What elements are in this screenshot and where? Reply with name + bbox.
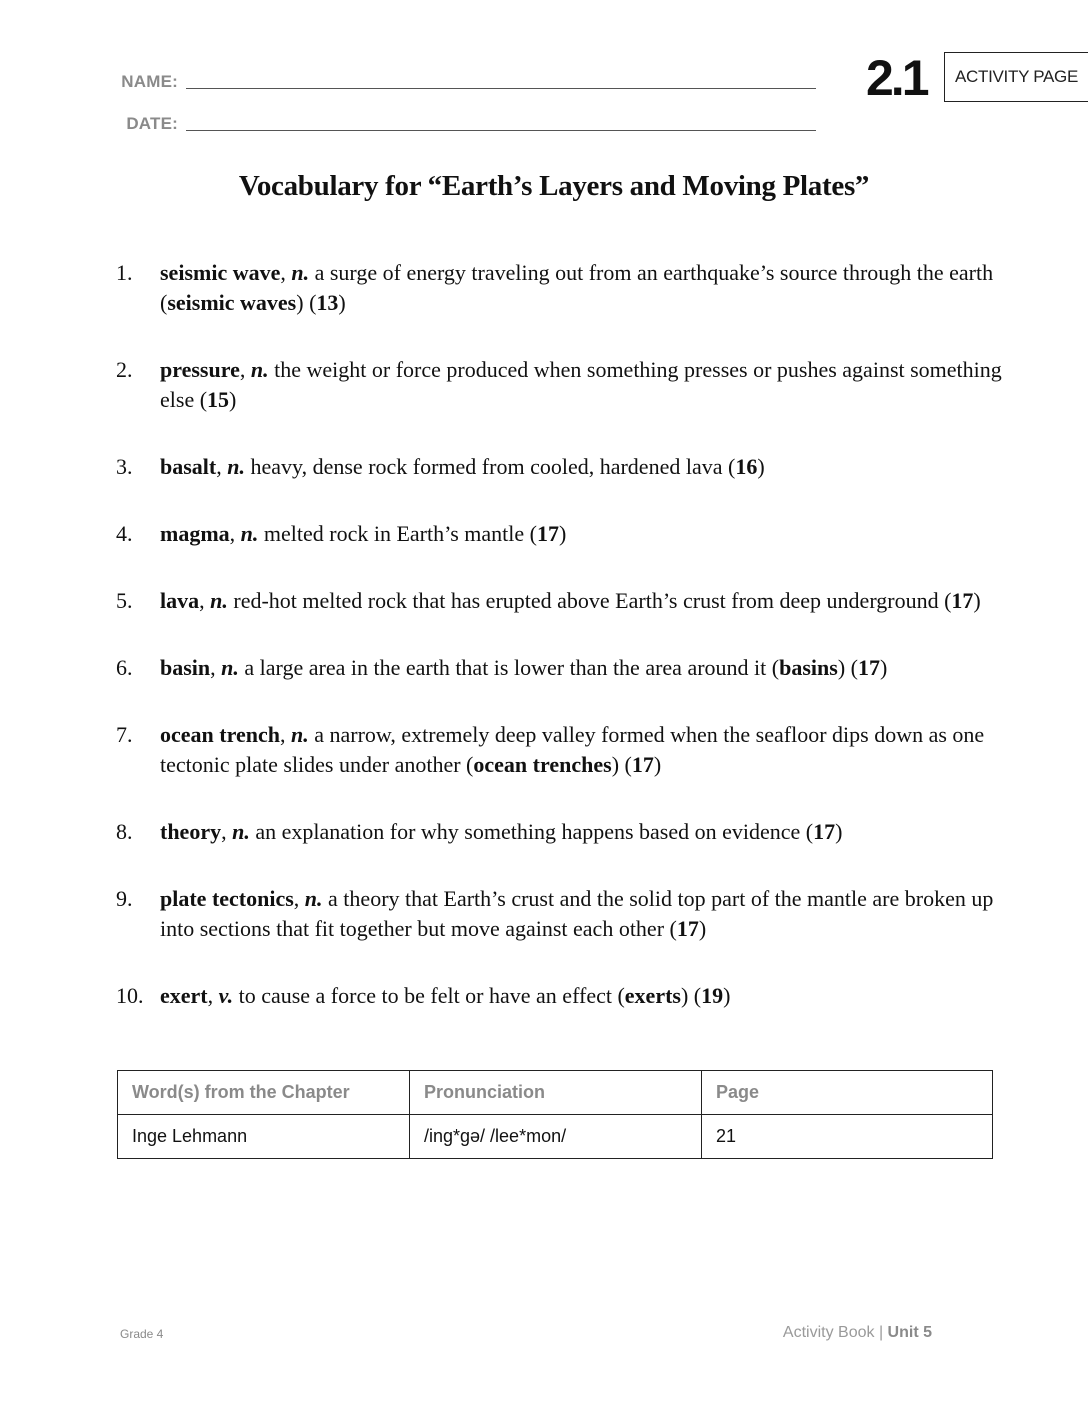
vocab-part-of-speech: n. <box>221 655 239 680</box>
vocab-part-of-speech: n. <box>291 260 310 285</box>
column-header-pronunciation: Pronunciation <box>410 1071 702 1115</box>
cell-pronunciation: /ing*gə/ /lee*mon/ <box>410 1115 702 1159</box>
vocab-close: ) <box>879 655 888 680</box>
vocab-definition: red-hot melted rock that has erupted above Earth’s crust from deep underground ( <box>227 588 952 613</box>
vocab-term: exert <box>160 983 208 1008</box>
vocab-definition: the weight or force produced when something presses or pushes against something else ( <box>160 357 1002 412</box>
vocab-close: ) <box>698 916 707 941</box>
activity-number: 2.1 <box>866 50 927 106</box>
activity-page-tab <box>944 52 1088 102</box>
vocab-page-ref: 15 <box>207 387 230 412</box>
vocab-page-ref: 17 <box>536 521 559 546</box>
vocab-term: magma <box>160 521 230 546</box>
vocab-number: 2. <box>116 357 133 382</box>
footer-grade: Grade 4 <box>120 1327 164 1341</box>
vocab-page-ref: 16 <box>735 454 758 479</box>
vocab-item: 5. lava, n. red-hot melted rock that has erupted above Earth’s crust from deep underground (17) <box>116 586 1016 616</box>
vocab-separator: ) ( <box>296 290 317 315</box>
vocab-definition: a large area in the earth that is lower than the area around it ( <box>238 655 780 680</box>
vocab-term: lava <box>160 588 200 613</box>
vocab-item: 1. seismic wave, n. a surge of energy traveling out from an earthquake’s source through the earth (seismic waves) (13) <box>116 260 994 315</box>
vocab-number: 10. <box>116 983 144 1008</box>
vocab-number: 8. <box>116 819 133 844</box>
vocab-term: theory <box>160 819 222 844</box>
column-header-page: Page <box>702 1071 993 1115</box>
vocab-separator: ) ( <box>680 983 702 1008</box>
vocab-item: 7. ocean trench, n. a narrow, extremely deep valley formed when the seafloor dips down as one tectonic plate slides under another (ocean trenches) (17) <box>116 722 985 777</box>
vocab-definition: to cause a force to be felt or have an effect ( <box>233 983 625 1008</box>
vocab-close: ) <box>973 588 981 613</box>
vocab-part-of-speech: n. <box>304 886 323 911</box>
date-field[interactable] <box>118 104 818 134</box>
vocab-separator: ) ( <box>611 752 632 777</box>
vocab-term: basalt <box>160 454 217 479</box>
vocab-word-form: exerts <box>624 983 681 1008</box>
vocab-close: ) <box>338 290 346 315</box>
vocab-close: ) <box>723 983 731 1008</box>
vocab-page-ref: 17 <box>631 752 654 777</box>
vocab-close: ) <box>653 752 662 777</box>
vocab-term: basin <box>160 655 211 680</box>
vocab-term: plate tectonics <box>160 886 294 911</box>
vocab-close: ) <box>835 819 843 844</box>
vocab-page-ref: 17 <box>951 588 974 613</box>
cell-word: Inge Lehmann <box>118 1115 410 1159</box>
pronunciation-table <box>117 1070 993 1159</box>
vocab-number: 9. <box>116 886 133 911</box>
vocab-number: 4. <box>116 521 133 546</box>
date-label: DATE: <box>126 114 178 133</box>
vocab-close: ) <box>229 387 237 412</box>
vocab-page-ref: 17 <box>813 819 836 844</box>
vocab-item: 4. magma, n. melted rock in Earth’s mantle (17) <box>116 519 1016 549</box>
vocabulary-list <box>116 258 1016 1048</box>
vocab-number: 7. <box>116 722 133 747</box>
vocab-definition: an explanation for why something happens based on evidence ( <box>249 819 814 844</box>
vocab-definition: heavy, dense rock formed from cooled, hardened lava ( <box>245 454 736 479</box>
vocab-term: pressure <box>160 357 240 382</box>
vocab-part-of-speech: n. <box>227 454 245 479</box>
footer-separator: | <box>874 1324 888 1341</box>
vocab-definition: a surge of energy traveling out from an earthquake’s source through the earth ( <box>160 260 994 315</box>
vocab-part-of-speech: n. <box>232 819 250 844</box>
vocab-page-ref: 13 <box>316 290 339 315</box>
vocab-close: ) <box>558 521 567 546</box>
footer-unit: Unit 5 <box>887 1324 932 1341</box>
vocab-separator: ) ( <box>837 655 858 680</box>
vocab-word-form: ocean trenches <box>473 752 612 777</box>
vocab-term: seismic wave <box>160 260 281 285</box>
vocab-definition: a narrow, extremely deep valley formed when the seafloor dips down as one tectonic plate slides under another ( <box>160 722 985 777</box>
date-line[interactable] <box>186 130 816 131</box>
vocab-number: 6. <box>116 655 133 680</box>
vocab-part-of-speech: n. <box>210 588 228 613</box>
vocab-part-of-speech: v. <box>218 983 234 1008</box>
table-header-row <box>118 1071 993 1115</box>
vocab-page-ref: 17 <box>676 916 699 941</box>
vocab-page-ref: 19 <box>701 983 724 1008</box>
vocab-item: 8. theory, n. an explanation for why something happens based on evidence (17) <box>116 817 1016 847</box>
vocab-number: 1. <box>116 260 133 285</box>
activity-page-label: ACTIVITY PAGE <box>955 67 1079 86</box>
vocab-part-of-speech: n. <box>250 357 269 382</box>
cell-page: 21 <box>702 1115 993 1159</box>
footer-book: Activity Book <box>782 1324 875 1341</box>
vocab-number: 5. <box>116 588 133 613</box>
footer-book-unit <box>783 1324 932 1342</box>
vocab-number: 3. <box>116 454 133 479</box>
column-header-words: Word(s) from the Chapter <box>118 1071 410 1115</box>
vocab-term: ocean trench <box>160 722 280 747</box>
vocab-part-of-speech: n. <box>240 521 259 546</box>
vocab-word-form: basins <box>779 655 838 680</box>
vocab-item: 2. pressure, n. the weight or force produced when something presses or pushes against something else (15) <box>116 357 1002 412</box>
name-line[interactable] <box>186 88 816 89</box>
page-title: Vocabulary for “Earth’s Layers and Moving Plates” <box>238 170 870 202</box>
vocab-page-ref: 17 <box>857 655 880 680</box>
vocab-definition: melted rock in Earth’s mantle ( <box>258 521 537 546</box>
vocab-item: 9. plate tectonics, n. a theory that Earth’s crust and the solid top part of the mantle are broken up into sections that fit together but move against each other (17) <box>116 886 994 941</box>
vocab-close: ) <box>757 454 765 479</box>
vocab-part-of-speech: n. <box>290 722 309 747</box>
name-field[interactable] <box>118 62 818 92</box>
vocab-word-form: seismic waves <box>167 290 297 315</box>
vocab-item: 10. exert, v. to cause a force to be felt or have an effect (exerts) (19) <box>116 981 1016 1011</box>
table-row <box>118 1115 993 1159</box>
vocab-item: 3. basalt, n. heavy, dense rock formed from cooled, hardened lava (16) <box>116 452 1016 482</box>
name-label: NAME: <box>121 72 178 91</box>
vocab-definition: a theory that Earth’s crust and the solid top part of the mantle are broken up into sections that fit together but move against each other ( <box>160 886 994 941</box>
vocab-item: 6. basin, n. a large area in the earth that is lower than the area around it (basins) (17) <box>116 653 1016 683</box>
